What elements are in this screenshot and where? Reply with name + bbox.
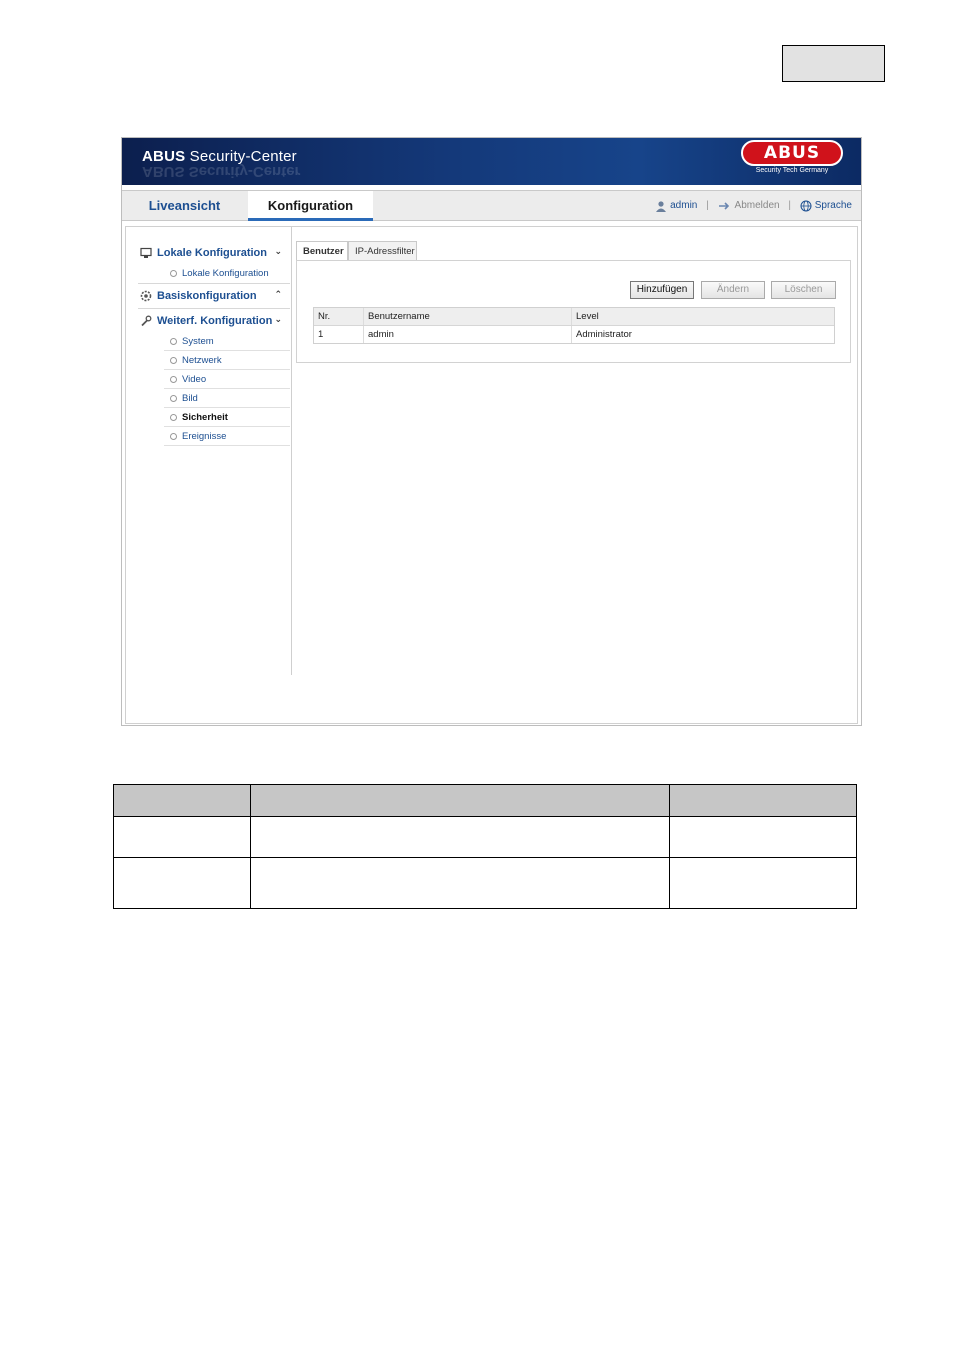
brand-logo: ABUS bbox=[741, 140, 843, 166]
cell-benutzername: admin bbox=[364, 326, 572, 343]
sidebar-item-label: Video bbox=[182, 374, 207, 385]
page-number-box bbox=[782, 45, 885, 82]
column-header-benutzername: Benutzername bbox=[364, 308, 572, 325]
sidebar-item-bild[interactable] bbox=[164, 390, 290, 408]
sidebar-item-lokale-konfiguration[interactable] bbox=[164, 265, 290, 283]
sidebar-group-basiskonfiguration[interactable] bbox=[138, 286, 290, 308]
app-title: ABUS Security-Center bbox=[142, 148, 297, 165]
sidebar-group-label: Lokale Konfiguration bbox=[157, 247, 267, 259]
chevron-down-icon: ⌄ bbox=[274, 246, 282, 256]
add-user-button[interactable]: Hinzufügen bbox=[630, 281, 694, 299]
sidebar-item-label: Lokale Konfiguration bbox=[182, 268, 269, 279]
sidebar-item-label: System bbox=[182, 336, 214, 347]
sidebar-group-lokale-konfiguration[interactable] bbox=[138, 243, 290, 265]
sidebar-item-netzwerk[interactable] bbox=[164, 352, 290, 370]
logout-link[interactable]: Abmelden bbox=[734, 200, 780, 211]
chevron-down-icon: ⌄ bbox=[274, 314, 282, 324]
cell-nr: 1 bbox=[314, 326, 364, 343]
language-link[interactable]: Sprache bbox=[814, 200, 852, 211]
table-cell bbox=[670, 785, 857, 817]
sidebar-group-label: Weiterf. Konfiguration bbox=[157, 315, 273, 327]
bullet-icon bbox=[170, 357, 177, 364]
header-banner bbox=[122, 138, 861, 185]
sidebar-item-label: Netzwerk bbox=[182, 355, 222, 366]
sidebar bbox=[126, 227, 292, 675]
separator: | bbox=[706, 200, 709, 211]
delete-user-button[interactable]: Löschen bbox=[771, 281, 836, 299]
divider bbox=[138, 308, 290, 309]
table-cell bbox=[670, 858, 857, 909]
table-row bbox=[114, 858, 857, 909]
table-row bbox=[114, 817, 857, 858]
table-cell bbox=[250, 785, 669, 817]
tab-liveansicht[interactable]: Liveansicht bbox=[148, 198, 221, 213]
user-icon bbox=[655, 200, 667, 212]
user-table bbox=[313, 307, 835, 344]
bullet-icon bbox=[170, 395, 177, 402]
separator: | bbox=[788, 200, 791, 211]
logout-icon bbox=[718, 201, 732, 211]
edit-user-button[interactable]: Ändern bbox=[701, 281, 765, 299]
table-cell bbox=[670, 817, 857, 858]
globe-icon bbox=[800, 200, 812, 212]
sidebar-item-video[interactable] bbox=[164, 371, 290, 389]
table-cell bbox=[114, 817, 251, 858]
tab-konfiguration[interactable]: Konfiguration bbox=[248, 191, 373, 221]
sidebar-item-label: Ereignisse bbox=[182, 431, 227, 442]
sidebar-item-system[interactable] bbox=[164, 333, 290, 351]
chevron-up-icon: ⌃ bbox=[274, 289, 282, 299]
sidebar-group-weiterf-konfiguration[interactable] bbox=[138, 311, 290, 333]
table-row[interactable] bbox=[314, 326, 834, 343]
table-cell bbox=[250, 817, 669, 858]
computer-icon bbox=[140, 247, 152, 259]
sidebar-group-label: Basiskonfiguration bbox=[157, 290, 257, 302]
document-table bbox=[113, 784, 857, 909]
document-table-header bbox=[114, 785, 857, 817]
column-header-level: Level bbox=[576, 311, 599, 322]
sidebar-item-label: Sicherheit bbox=[182, 412, 228, 423]
app-title-reflection: ABUS Security-Center bbox=[142, 163, 301, 180]
table-cell bbox=[114, 858, 251, 909]
sidebar-item-ereignisse[interactable] bbox=[164, 428, 290, 446]
table-cell bbox=[250, 858, 669, 909]
sidebar-item-sicherheit[interactable] bbox=[164, 409, 290, 427]
tab-benutzer[interactable]: Benutzer bbox=[296, 241, 348, 261]
user-link[interactable]: admin bbox=[670, 200, 698, 211]
bullet-icon bbox=[170, 338, 177, 345]
main-navbar bbox=[122, 190, 861, 221]
user-area bbox=[655, 191, 852, 220]
column-header-nr: Nr. bbox=[314, 308, 364, 325]
brand-tagline: Security Tech Germany bbox=[755, 167, 829, 174]
bullet-icon bbox=[170, 376, 177, 383]
table-header-row bbox=[314, 308, 834, 326]
user-panel bbox=[296, 260, 851, 363]
gear-icon bbox=[140, 290, 152, 302]
divider bbox=[138, 283, 290, 284]
cell-level: Administrator bbox=[576, 329, 632, 340]
tab-ip-adressfilter[interactable]: IP-Adressfilter bbox=[348, 241, 417, 261]
wrench-icon bbox=[140, 315, 152, 327]
sidebar-item-label: Bild bbox=[182, 393, 198, 404]
bullet-icon bbox=[170, 270, 177, 277]
bullet-icon bbox=[170, 414, 177, 421]
table-cell bbox=[114, 785, 251, 817]
bullet-icon bbox=[170, 433, 177, 440]
content-area bbox=[125, 226, 858, 724]
app-window bbox=[121, 137, 862, 726]
